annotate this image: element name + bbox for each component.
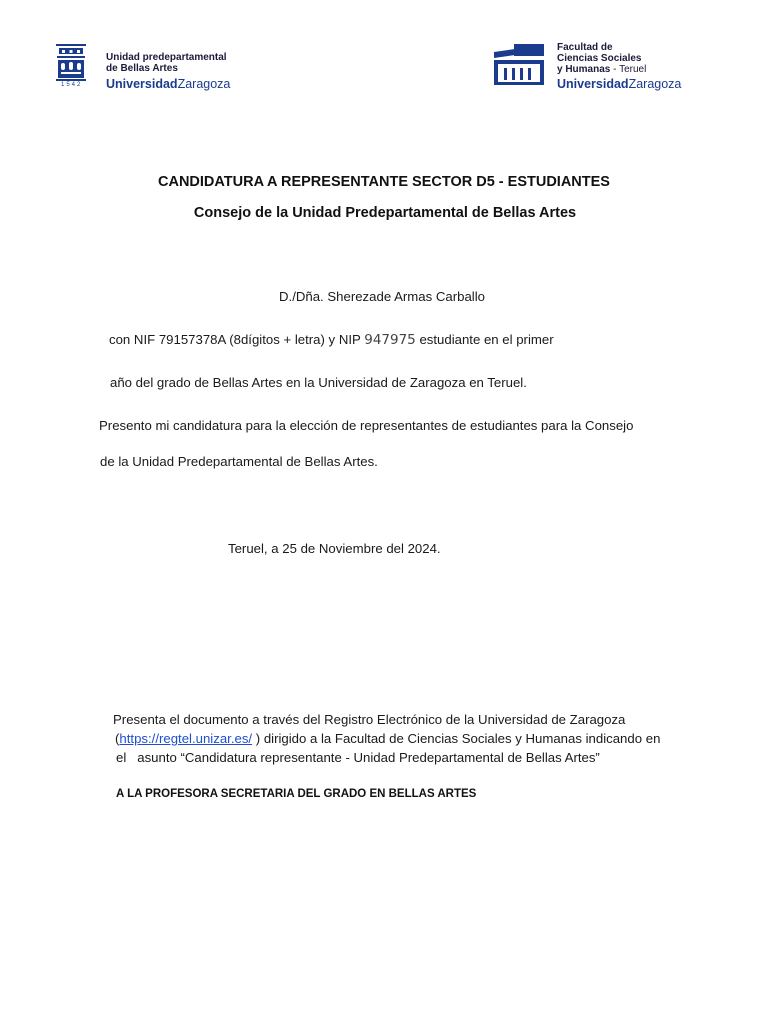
logo-year: 1542 <box>61 82 83 88</box>
candidature-line1: Presento mi candidatura para la elección de representantes de estudiantes para la Consejo <box>99 418 634 433</box>
right-logo-line1: Facultad de <box>557 42 613 53</box>
brand-light: Zaragoza <box>628 77 682 91</box>
document-title: CANDIDATURA A REPRESENTANTE SECTOR D5 - ESTUDIANTES <box>158 174 610 190</box>
instructions-line3: el asunto “Candidatura representante - Unidad Predepartamental de Bellas Artes” <box>116 750 600 765</box>
instructions-line2-rest: ) dirigido a la Facultad de Ciencias Sociales y Humanas indicando en <box>252 731 661 746</box>
date-line: Teruel, a 25 de Noviembre del 2024. <box>228 541 441 556</box>
instructions-line1: Presenta el documento a través del Registro Electrónico de la Universidad de Zaragoza <box>113 712 626 727</box>
line3-bold: y Humanas <box>557 64 611 75</box>
name-line: D./Dña. Sherezade Armas Carballo <box>279 289 485 304</box>
document-subtitle: Consejo de la Unidad Predepartamental de Bellas Artes <box>193 205 577 221</box>
regtel-link[interactable]: https://regtel.unizar.es/ <box>119 731 253 746</box>
faculty-building-icon <box>492 44 546 88</box>
brand-light: Zaragoza <box>177 77 231 91</box>
left-logo <box>54 42 244 94</box>
nif-line <box>109 332 554 348</box>
nif-prefix: con NIF 79157378A (8dígitos + letra) y NIP <box>109 332 365 347</box>
left-logo-line2: de Bellas Artes <box>106 63 178 74</box>
right-logo-line2: Ciencias Sociales <box>557 53 642 64</box>
paren-open: ( <box>115 731 120 746</box>
brand-bold: Universidad <box>106 77 178 91</box>
left-logo-line1: Unidad predepartamental <box>106 52 227 63</box>
nif-suffix: estudiante en el primer <box>415 332 554 347</box>
nip-value: 947975 <box>364 332 416 348</box>
brand-bold: Universidad <box>557 77 629 91</box>
right-logo-brand <box>557 77 681 91</box>
addressee: A LA PROFESORA SECRETARIA DEL GRADO EN BELLAS ARTES <box>116 788 477 800</box>
grade-line: año del grado de Bellas Artes en la Universidad de Zaragoza en Teruel. <box>110 375 527 390</box>
right-logo-line3 <box>557 64 646 76</box>
instructions-line2 <box>115 731 660 746</box>
left-logo-brand <box>106 77 230 91</box>
candidature-line2: de la Unidad Predepartamental de Bellas Artes. <box>100 454 378 469</box>
right-logo <box>492 42 682 94</box>
line3-light: - Teruel <box>610 64 647 75</box>
